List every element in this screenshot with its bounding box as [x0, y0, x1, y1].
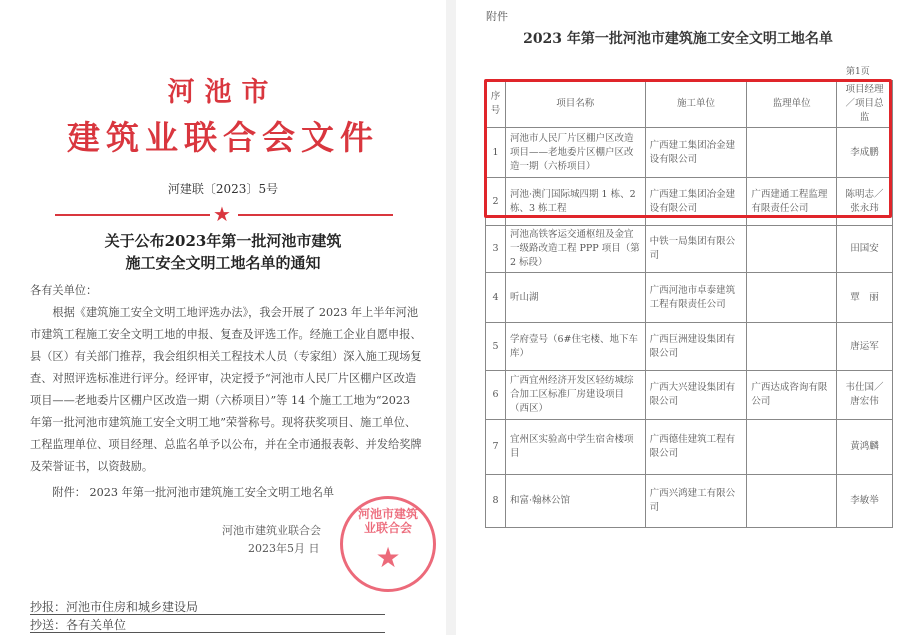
- project-name: 河池高铁客运交通枢纽及金宜一级路改造工程 PPP 项目（第 2 标段）: [505, 226, 645, 273]
- table-row: [486, 475, 893, 528]
- header-line2: 建筑业联合会文件: [67, 118, 379, 157]
- attachment-line: 附件： 2023 年第一批河池市建筑施工安全文明工地名单: [52, 486, 335, 499]
- seal-text: 河池市建筑业联合会: [357, 507, 418, 535]
- project-name: 广西宜州经济开发区轻纺城综合加工区标准厂房建设项目（西区）: [505, 371, 645, 420]
- red-divider-right: [238, 214, 393, 216]
- row-index: 8: [486, 475, 506, 528]
- row-index: 5: [486, 323, 506, 371]
- manager: 黄鸿麟: [837, 420, 893, 475]
- notice-title-line1: 关于公布2023年第一批河池市建筑: [104, 232, 342, 250]
- supervisor: [747, 420, 837, 475]
- contractor: 中铁一局集团有限公司: [645, 226, 747, 273]
- supervisor: 广西达成咨询有限公司: [747, 371, 837, 420]
- project-name: 和富·翰林公馆: [505, 475, 645, 528]
- project-name: 河池市人民厂片区棚户区改造项目——老地委片区棚户区改造一期（六桥项目）: [505, 128, 645, 178]
- table-row: [486, 226, 893, 273]
- page-label: 第1页: [846, 67, 870, 77]
- signature-date: 2023年5月 日: [248, 542, 320, 555]
- row-index: 6: [486, 371, 506, 420]
- manager: 李敏举: [837, 475, 893, 528]
- project-name: 听山湖: [505, 273, 645, 323]
- contractor: 广西大兴建设集团有限公司: [645, 371, 747, 420]
- col-header-contractor: 施工单位: [645, 81, 747, 128]
- supervisor: [747, 273, 837, 323]
- col-header-manager: 项目经理／项目总监: [837, 81, 893, 128]
- contractor: 广西建工集团冶金建设有限公司: [645, 128, 747, 178]
- notice-page: [0, 0, 446, 635]
- supervisor: [747, 226, 837, 273]
- project-name: 河池·澳门国际城四期 1 栋、2 栋、3 栋工程: [505, 178, 645, 226]
- manager: 田国安: [837, 226, 893, 273]
- manager: 韦仕国／唐宏伟: [837, 371, 893, 420]
- manager: 陈明志／张永玮: [837, 178, 893, 226]
- table-row: [486, 273, 893, 323]
- contractor: 广西河池市卓泰建筑工程有限责任公司: [645, 273, 747, 323]
- row-index: 4: [486, 273, 506, 323]
- table-row: [486, 420, 893, 475]
- row-index: 7: [486, 420, 506, 475]
- project-name: 宜州区实验高中学生宿舍楼项目: [505, 420, 645, 475]
- cc-send: 抄送：各有关单位: [30, 616, 385, 633]
- table-row: [486, 371, 893, 420]
- attachment-label: 附件: [486, 10, 508, 23]
- cc-report: 抄报：河池市住房和城乡建设局: [30, 598, 385, 615]
- col-header-supervisor: 监理单位: [747, 81, 837, 128]
- header-line1: 河池市: [167, 77, 279, 108]
- manager: 李成鹏: [837, 128, 893, 178]
- supervisor: [747, 323, 837, 371]
- col-header-project: 项目名称: [505, 81, 645, 128]
- notice-title-line2: 施工安全文明工地名单的通知: [125, 254, 321, 272]
- row-index: 1: [486, 128, 506, 178]
- list-title: 2023 年第一批河池市建筑施工安全文明工地名单: [523, 31, 833, 47]
- manager: 唐运军: [837, 323, 893, 371]
- contractor: 广西巨洲建设集团有限公司: [645, 323, 747, 371]
- doc-number: 河建联〔2023〕5号: [167, 182, 279, 196]
- body-paragraph: 根据《建筑施工安全文明工地评选办法》，我会开展了 2023 年上半年河池市建筑工程施工安全文明工地的申报、复查及评选工作。经施工企业自愿申报、县（区）有关部门推荐，我会组织相关工程技术人员（专家组）深入施工现场复查、对照评选标准进行评分。经评审，决定授予“河池市人民厂片区棚户区改造项目——老地委片区棚户区改造一期（六桥项目）”等 14 个施工工地为“2023 年第一批河池市建筑施工安全文明工地”荣誉称号。现将获奖项目、施工单位、工程监理单位、项目经理、总监名单予以公布，并在全市通报表彰、并发给奖牌及荣誉证书，以资鼓励。: [30, 306, 422, 473]
- row-index: 2: [486, 178, 506, 226]
- project-name: 学府壹号（6#住宅楼、地下车库）: [505, 323, 645, 371]
- table-row: [486, 323, 893, 371]
- contractor: 广西兴鸿建工有限公司: [645, 475, 747, 528]
- official-seal: [340, 496, 436, 592]
- manager: 覃 丽: [837, 273, 893, 323]
- supervisor: [747, 475, 837, 528]
- star-icon: ★: [213, 202, 231, 226]
- supervisor: 广西建通工程监理有限责任公司: [747, 178, 837, 226]
- salutation: 各有关单位：: [30, 284, 98, 297]
- seal-star-icon: ★: [375, 541, 401, 574]
- red-divider-left: [55, 214, 210, 216]
- col-header-index: 序号: [486, 81, 506, 128]
- highlight-box: [484, 79, 892, 218]
- signature-org: 河池市建筑业联合会: [222, 524, 321, 537]
- contractor: 广西建工集团冶金建设有限公司: [645, 178, 747, 226]
- row-index: 3: [486, 226, 506, 273]
- contractor: 广西德佳建筑工程有限公司: [645, 420, 747, 475]
